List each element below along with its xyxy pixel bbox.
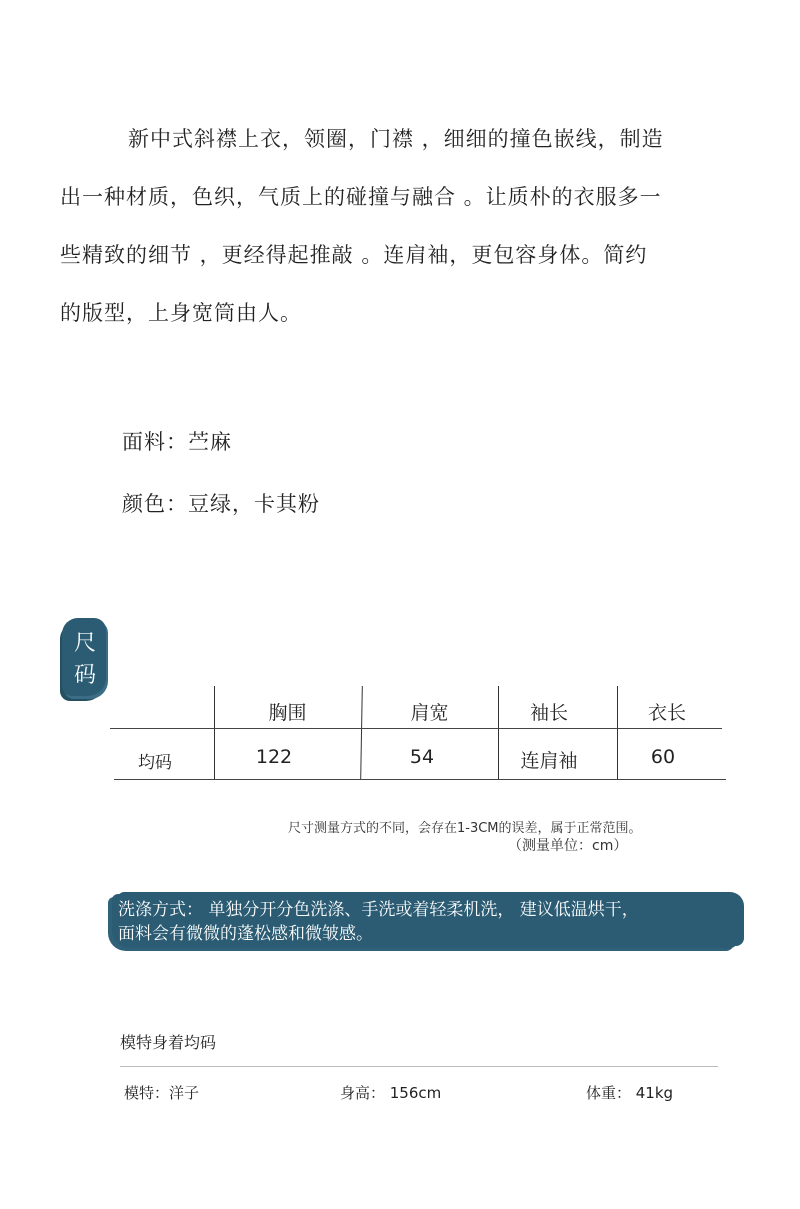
model-name: 模特：洋子 bbox=[124, 1084, 200, 1102]
size-section-badge bbox=[62, 618, 106, 696]
value-chest: 122 bbox=[255, 746, 293, 768]
table-bottom-rule bbox=[114, 779, 726, 780]
description-line-1: 新中式斜襟上衣，领圈，门襟 ，细细的撞色嵌线，制造 bbox=[128, 127, 664, 151]
wash-line-1: 洗涤方式： 单独分开分色洗涤、手洗或着轻柔机洗， 建议低温烘干， bbox=[118, 900, 639, 920]
model-title: 模特身着均码 bbox=[120, 1033, 217, 1052]
wash-line-2: 面料会有微微的蓬松感和微皱感。 bbox=[118, 924, 373, 944]
description-line-3: 些精致的细节 ，更经得起推敲 。连肩袖，更包容身体。简约 bbox=[60, 243, 648, 267]
size-badge-char-1: 尺 bbox=[74, 631, 97, 656]
model-height: 身高： 156cm bbox=[340, 1084, 442, 1102]
value-sleeve: 连肩袖 bbox=[520, 750, 578, 772]
description-line-2: 出一种材质，色织，气质上的碰撞与融合 。让质朴的衣服多一 bbox=[60, 185, 662, 209]
fabric-spec: 面料：苎麻 bbox=[122, 430, 232, 454]
table-header-rule bbox=[110, 728, 722, 729]
value-shoulder: 54 bbox=[409, 746, 435, 768]
size-badge-char-2: 码 bbox=[74, 663, 97, 688]
measurement-unit-note: （测量单位：cm） bbox=[508, 838, 628, 854]
header-chest: 胸围 bbox=[268, 702, 307, 724]
value-length: 60 bbox=[650, 746, 676, 768]
header-shoulder: 肩宽 bbox=[410, 702, 449, 724]
description-line-4: 的版型，上身宽筒由人。 bbox=[60, 301, 302, 325]
product-description bbox=[60, 110, 730, 342]
header-length: 衣长 bbox=[647, 702, 686, 724]
model-weight: 体重： 41kg bbox=[586, 1084, 674, 1102]
color-spec: 颜色：豆绿，卡其粉 bbox=[122, 492, 320, 516]
header-sleeve: 袖长 bbox=[529, 702, 568, 724]
model-divider bbox=[120, 1066, 718, 1067]
wash-instructions bbox=[118, 898, 738, 946]
row-label: 均码 bbox=[138, 753, 172, 773]
measurement-note: 尺寸测量方式的不同，会存在1-3CM的误差，属于正常范围。 bbox=[288, 821, 642, 836]
